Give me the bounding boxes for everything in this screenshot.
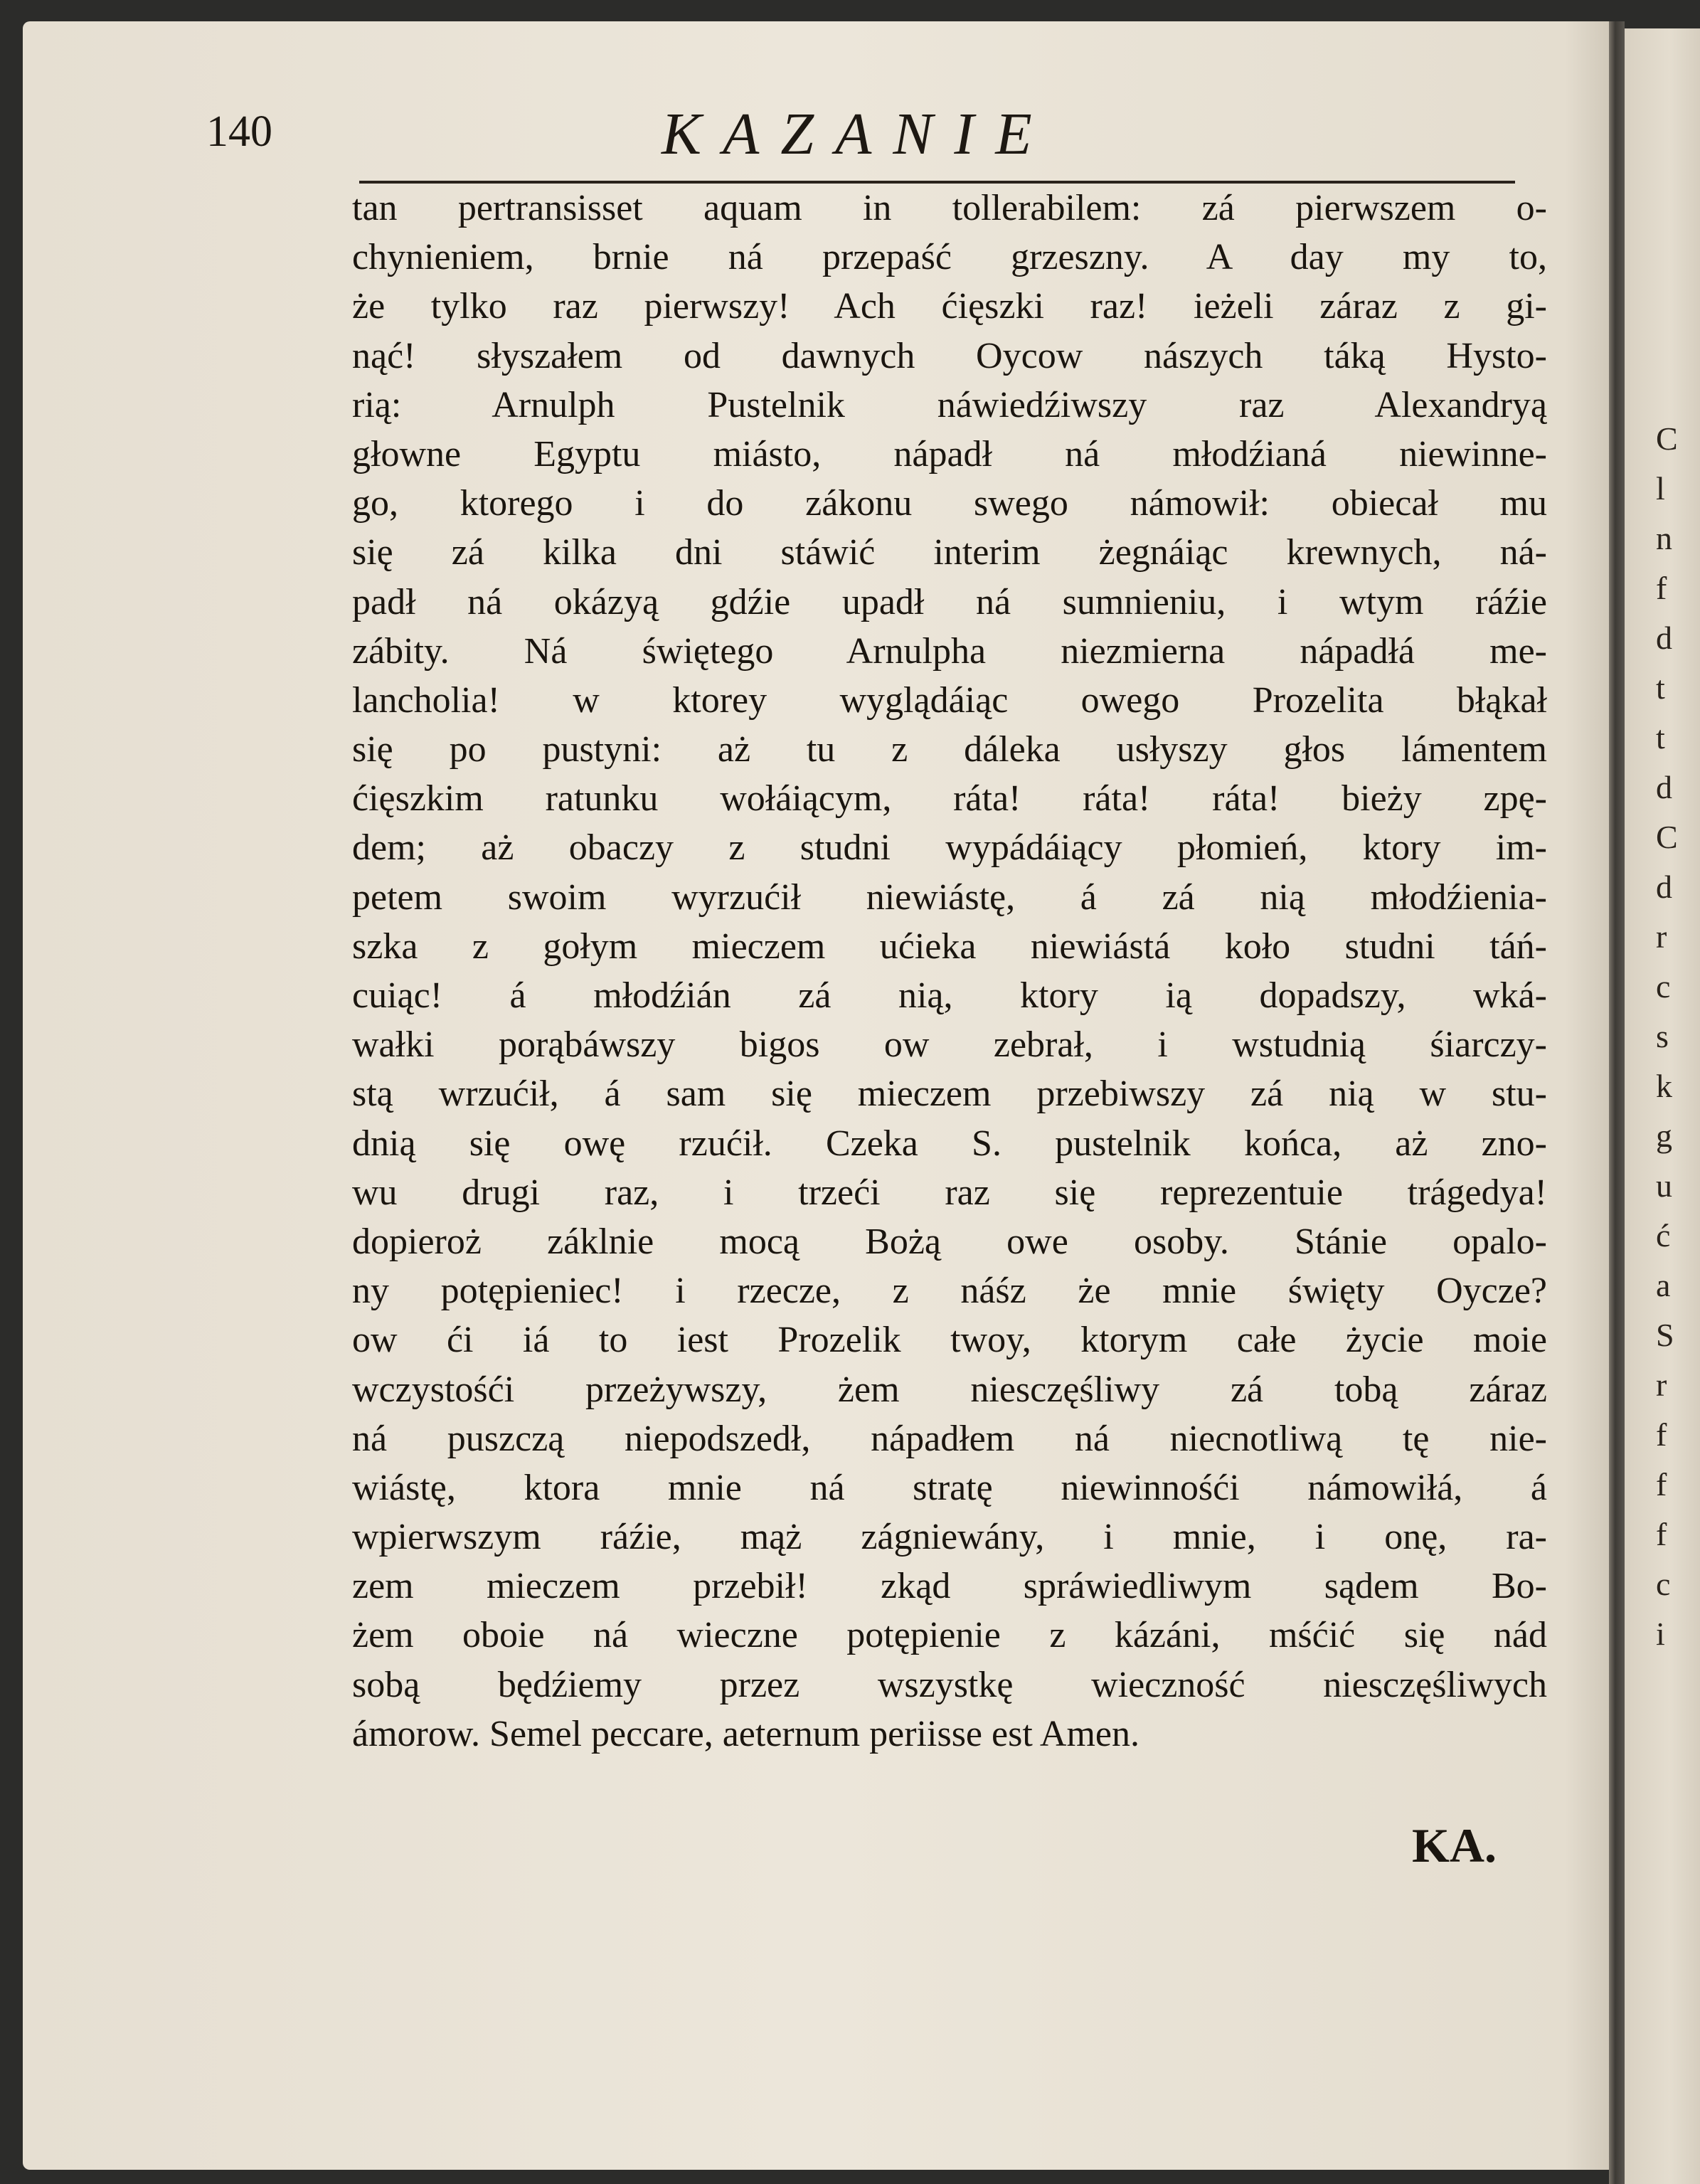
text-line: dem; aż obaczy z studni wypádáiący płomień, ktory im- (352, 827, 1547, 869)
facing-page-letter: d (1656, 769, 1672, 805)
text-line: wiástę, ktora mnie ná stratę niewinnośći námowiłá, á (352, 1467, 1547, 1508)
facing-page-letter: t (1656, 719, 1665, 756)
facing-page-letter: g (1656, 1118, 1672, 1154)
facing-page-edge (1625, 28, 1700, 2184)
text-line: lancholia! w ktorey wyglądáiąc owego Prozelita błąkał (352, 679, 1547, 721)
facing-page-letter: C (1656, 420, 1678, 457)
text-line: stą wrzućił, á sam się mieczem przebiwszy zá nią w stu- (352, 1074, 1547, 1115)
facing-page-letter: d (1656, 869, 1672, 905)
text-line: ny potępieniec! i rzecze, z náśz że mnie święty Oycze? (352, 1271, 1547, 1312)
text-line: głowne Egyptu miásto, nápadł ná młodźianá niewinne- (352, 433, 1547, 475)
facing-page-letter: n (1656, 520, 1672, 556)
facing-page-letter: c (1656, 968, 1671, 1004)
text-line: dopieroż záklnie mocą Bożą owe osoby. Stánie opalo- (352, 1221, 1547, 1262)
facing-page-letter: f (1656, 1516, 1667, 1552)
text-line: rią: Arnulph Pustelnik náwiedźiwszy raz Alexandryą (352, 384, 1547, 425)
text-line: tan pertransisset aquam in tollerabilem: zá pierwszem o- (352, 188, 1547, 228)
text-line: nąć! słyszałem od dawnych Oycow nászych táką Hysto- (352, 335, 1547, 376)
running-head: KAZANIE (662, 101, 1053, 167)
text-line: ow ći iá to iest Prozelik twoy, ktorym całe życie moie (352, 1320, 1547, 1361)
facing-page-letter: f (1656, 570, 1667, 606)
facing-page-letter: S (1656, 1317, 1674, 1353)
text-line: sobą będźiemy przez wszystkę wieczność niesczęśliwych (352, 1664, 1547, 1705)
text-line: go, ktorego i do zákonu swego námowił: obiecał mu (352, 483, 1547, 524)
facing-page-letter: f (1656, 1466, 1667, 1502)
facing-page-letter: c (1656, 1566, 1671, 1602)
facing-page-letter: ć (1656, 1217, 1671, 1253)
facing-page-letter: C (1656, 819, 1678, 855)
facing-page-letter: t (1656, 669, 1665, 706)
text-line: chynieniem, brnie ná przepaść grzeszny. A day my to, (352, 237, 1547, 278)
text-line: ná puszczą niepodszedł, nápadłem ná niecnotliwą tę nie- (352, 1418, 1547, 1459)
facing-page-letter: r (1656, 918, 1667, 955)
text-line: wałki porąbáwszy bigos ow zebrał, i wstudnią śiarczy- (352, 1024, 1547, 1066)
catchword: KA. (1412, 1818, 1497, 1872)
facing-page-letter: k (1656, 1068, 1672, 1104)
text-line: się po pustyni: aż tu z dáleka usłyszy głos lámentem (352, 729, 1547, 770)
text-line: petem swoim wyrzućił niewiástę, á zá nią młodźienia- (352, 876, 1547, 918)
book-gutter (1609, 21, 1625, 2184)
text-line: wpierwszym ráźie, mąż zágniewány, i mnie, i onę, ra- (352, 1517, 1547, 1558)
facing-page-letter: i (1656, 1616, 1665, 1652)
facing-page-letter: s (1656, 1018, 1669, 1054)
text-line: zábity. Ná świętego Arnulpha niezmierna nápadłá me- (352, 630, 1547, 672)
facing-page-letter: f (1656, 1416, 1667, 1453)
text-line: zem mieczem przebił! zkąd spráwiedliwym sądem Bo- (352, 1566, 1547, 1607)
text-line: padł ná okázyą gdźie upadł ná sumnieniu, i wtym ráźie (352, 581, 1547, 622)
text-line: wczystośći przeżywszy, żem niesczęśliwy zá tobą záraz (352, 1369, 1547, 1410)
text-line: ćięszkim ratunku wołáiącym, ráta! ráta! ráta! bieży zpę- (352, 778, 1547, 820)
text-line: cuiąc! á młodźián zá nią, ktory ią dopadszy, wká- (352, 975, 1547, 1016)
text-line: że tylko raz pierwszy! Ach ćięszki raz! ieżeli záraz z gi- (352, 286, 1547, 327)
facing-page-letter: l (1656, 470, 1665, 507)
sermon-text (352, 184, 1547, 1759)
facing-page-letter: d (1656, 620, 1672, 656)
text-line: szka z gołym mieczem ućieka niewiástá koło studni táń- (352, 926, 1547, 967)
page-number: 140 (206, 107, 272, 156)
text-line: się zá kilka dni stáwić interim żegnáiąc krewnych, ná- (352, 532, 1547, 573)
text-line: wu drugi raz, i trzeći raz się reprezentuie trágedya! (352, 1172, 1547, 1213)
facing-page-letter: u (1656, 1167, 1672, 1204)
facing-page-letter: r (1656, 1367, 1667, 1403)
facing-page-letter: a (1656, 1267, 1671, 1303)
text-line: dnią się owę rzućił. Czeka S. pustelnik końca, aż zno- (352, 1123, 1547, 1164)
text-line: ámorow. Semel peccare, aeternum periisse est Amen. (352, 1713, 1139, 1754)
text-line: żem oboie ná wieczne potępienie z kázáni, mśćić się nád (352, 1615, 1547, 1656)
